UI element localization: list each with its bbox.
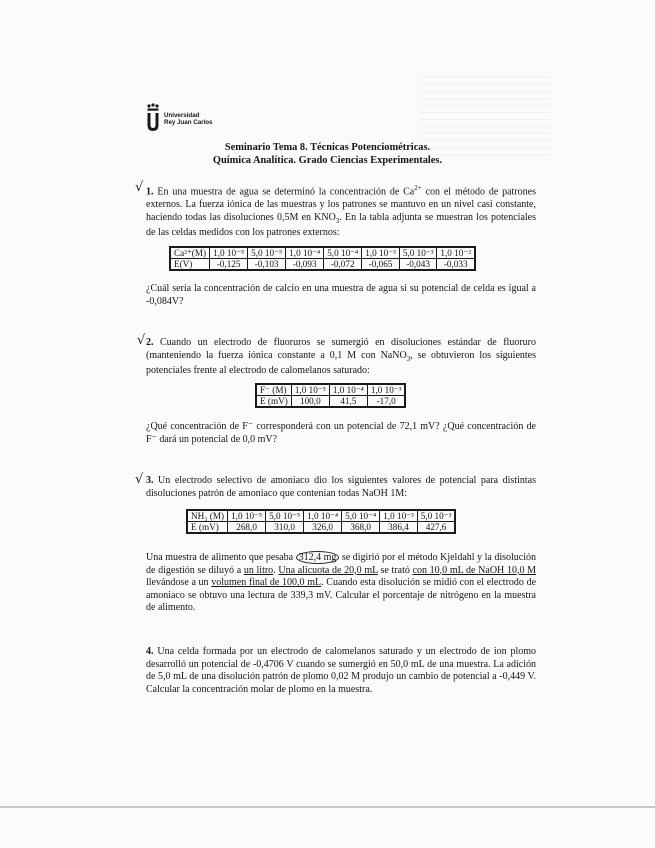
document-subtitle: Química Analítica. Grado Ciencias Experimentales. [212,155,443,166]
table-cell: 368,0 [342,522,380,534]
table-cell: -0,043 [399,259,437,271]
table-cell: -0,125 [210,259,248,271]
underlined-litro: un litro [243,564,274,576]
university-logo [146,103,213,133]
table-cell: 1,0 10⁻⁴ [286,247,324,259]
question-4: 4. Una celda formada por un electrodo de calomelanos saturado y un electrodo de ion plomo desarrolló un potencial de -0,4706 V cuando se sumergió en 50,0 mL de una muestra. La adición de 5,0 mL de una disolución patrón de plomo 0,02 M produjo un cambio de potencial a -0,449 V. Calcular la concentración molar de plomo en la muestra. [146,646,536,695]
table-cell: 268,0 [228,522,266,534]
table-cell: 386,4 [380,522,418,534]
table-cell: 326,0 [304,522,342,534]
table-q2-fluoride [255,383,406,408]
table-cell: 1,0 10⁻⁵ [210,247,248,259]
table-q1-calcium [169,246,476,271]
table-cell: -0,033 [437,259,475,271]
check-mark-q3: √ [135,472,144,487]
table-cell: 5,0 10⁻⁵ [248,247,286,259]
question-2-ask: ¿Qué concentración de F⁻ corresponderá con un potencial de 72,1 mV? ¿Qué concentración de F⁻ dará un potencial de 0,0 mV? [146,421,536,445]
table-q3-ammonia [186,509,456,534]
table-cell: -0,065 [362,259,400,271]
table-cell: 41,5 [329,396,367,408]
question-3-statement: 3. Un electrodo selectivo de amoniaco dio los siguientes valores de potencial para distintas disoluciones patrón de amoniaco que contenían todas NaOH 1M: [146,475,536,499]
table-header-cell: E(V) [170,259,210,271]
table-header-cell: NH₃ (M) [187,510,228,522]
check-mark-q1: √ [135,180,144,195]
table-cell: 5,0 10⁻⁵ [266,510,304,522]
table-cell: 100,0 [291,396,329,408]
table-cell: -0,072 [324,259,362,271]
question-1 [146,182,536,240]
table-header-cell: E (mV) [187,522,228,534]
table-cell: 310,0 [266,522,304,534]
table-header-cell: F⁻ (M) [256,384,291,396]
table-cell: 427,6 [417,522,455,534]
check-mark-q2: √ [137,333,146,348]
question-1-number: 1. [146,186,154,198]
question-2-number: 2. [146,337,154,348]
table-cell: 1,0 10⁻⁴ [329,384,367,396]
underlined-naoh: con 10,0 mL de NaOH 10,0 M [412,564,537,576]
logo-text [164,112,213,126]
table-cell: 1,0 10⁻³ [362,247,400,259]
circled-mass: 312,4 mg [296,551,340,564]
page-edge-line [0,806,655,808]
table-cell: 5,0 10⁻³ [417,510,455,522]
table-row [187,510,455,522]
table-cell: -0,103 [248,259,286,271]
table-row [170,259,475,271]
table-cell: -17,0 [367,396,405,408]
question-1-statement: 1. En una muestra de agua se determinó la concentración de $Ca^{2+}$ con el método de patrones externos. La fuerza iónica de las muestras y los patrones se mantuvo en un nivel casi constante, haciendo todas las disoluciones 0,5M en $KNO_3$. En la tabla adjunta se muestran los potenciales de las celdas medidos con los patrones externos: [146,184,536,239]
table-cell: 1,0 10⁻⁵ [228,510,266,522]
table-cell: 1,0 10⁻² [437,247,475,259]
logo-line-1: Universidad [164,112,200,119]
table-row [256,396,405,408]
table-cell: -0,093 [286,259,324,271]
underlined-alicuota: Una alicuota de 20,0 mL [278,564,378,576]
table-cell: 5,0 10⁻⁴ [342,510,380,522]
question-3 [146,475,536,500]
table-cell: 1,0 10⁻⁴ [304,510,342,522]
table-row [187,522,455,534]
table-cell: 1,0 10⁻³ [367,384,405,396]
table-row [256,384,405,396]
document-title: Seminario Tema 8. Técnicas Potenciométricas. [224,142,431,153]
table-header-cell: Ca²⁺(M) [170,247,210,259]
table-cell: 1,0 10⁻³ [380,510,418,522]
underlined-volumen: volumen final de 100,0 mL [211,577,322,589]
crown-u-icon [146,103,160,133]
table-cell: 5,0 10⁻³ [399,247,437,259]
question-4-number: 4. [146,646,154,657]
question-3-problem: Una muestra de alimento que pesaba 312,4 mg se digirió por el método Kjeldahl y la disolución de digestión se diluyó a un litro. Una alicuota de 20,0 mL se trató con 10,0 mL de NaOH 10,0 M llevándose a un volumen final de 100,0 mL. Cuando esta disolución se midió con el electrodo de amoniaco se obtuvo una lectura de 339,3 mV. Calcular el porcentaje de nitrógeno en la muestra de alimento. [146,552,537,614]
logo-line-2: Rey Juan Carlos [164,119,213,127]
question-2 [146,337,536,378]
table-row [170,247,475,259]
question-1-ask: ¿Cuál sería la concentración de calcio en una muestra de agua si su potencial de celda es igual a -0,084V? [146,283,536,307]
table-cell: 5,0 10⁻⁴ [324,247,362,259]
question-3-number: 3. [146,475,154,486]
table-header-cell: E (mV) [256,396,291,408]
question-2-statement: 2. Cuando un electrodo de fluoruros se sumergió en disoluciones estándar de fluoruro (manteniendo la fuerza iónica constante a 0,1 M con NaNO$_3$, se obtuvieron los siguientes potenciales frente al electrodo de calomelanos saturado: [146,337,536,377]
table-cell: 1,0 10⁻⁵ [291,384,329,396]
